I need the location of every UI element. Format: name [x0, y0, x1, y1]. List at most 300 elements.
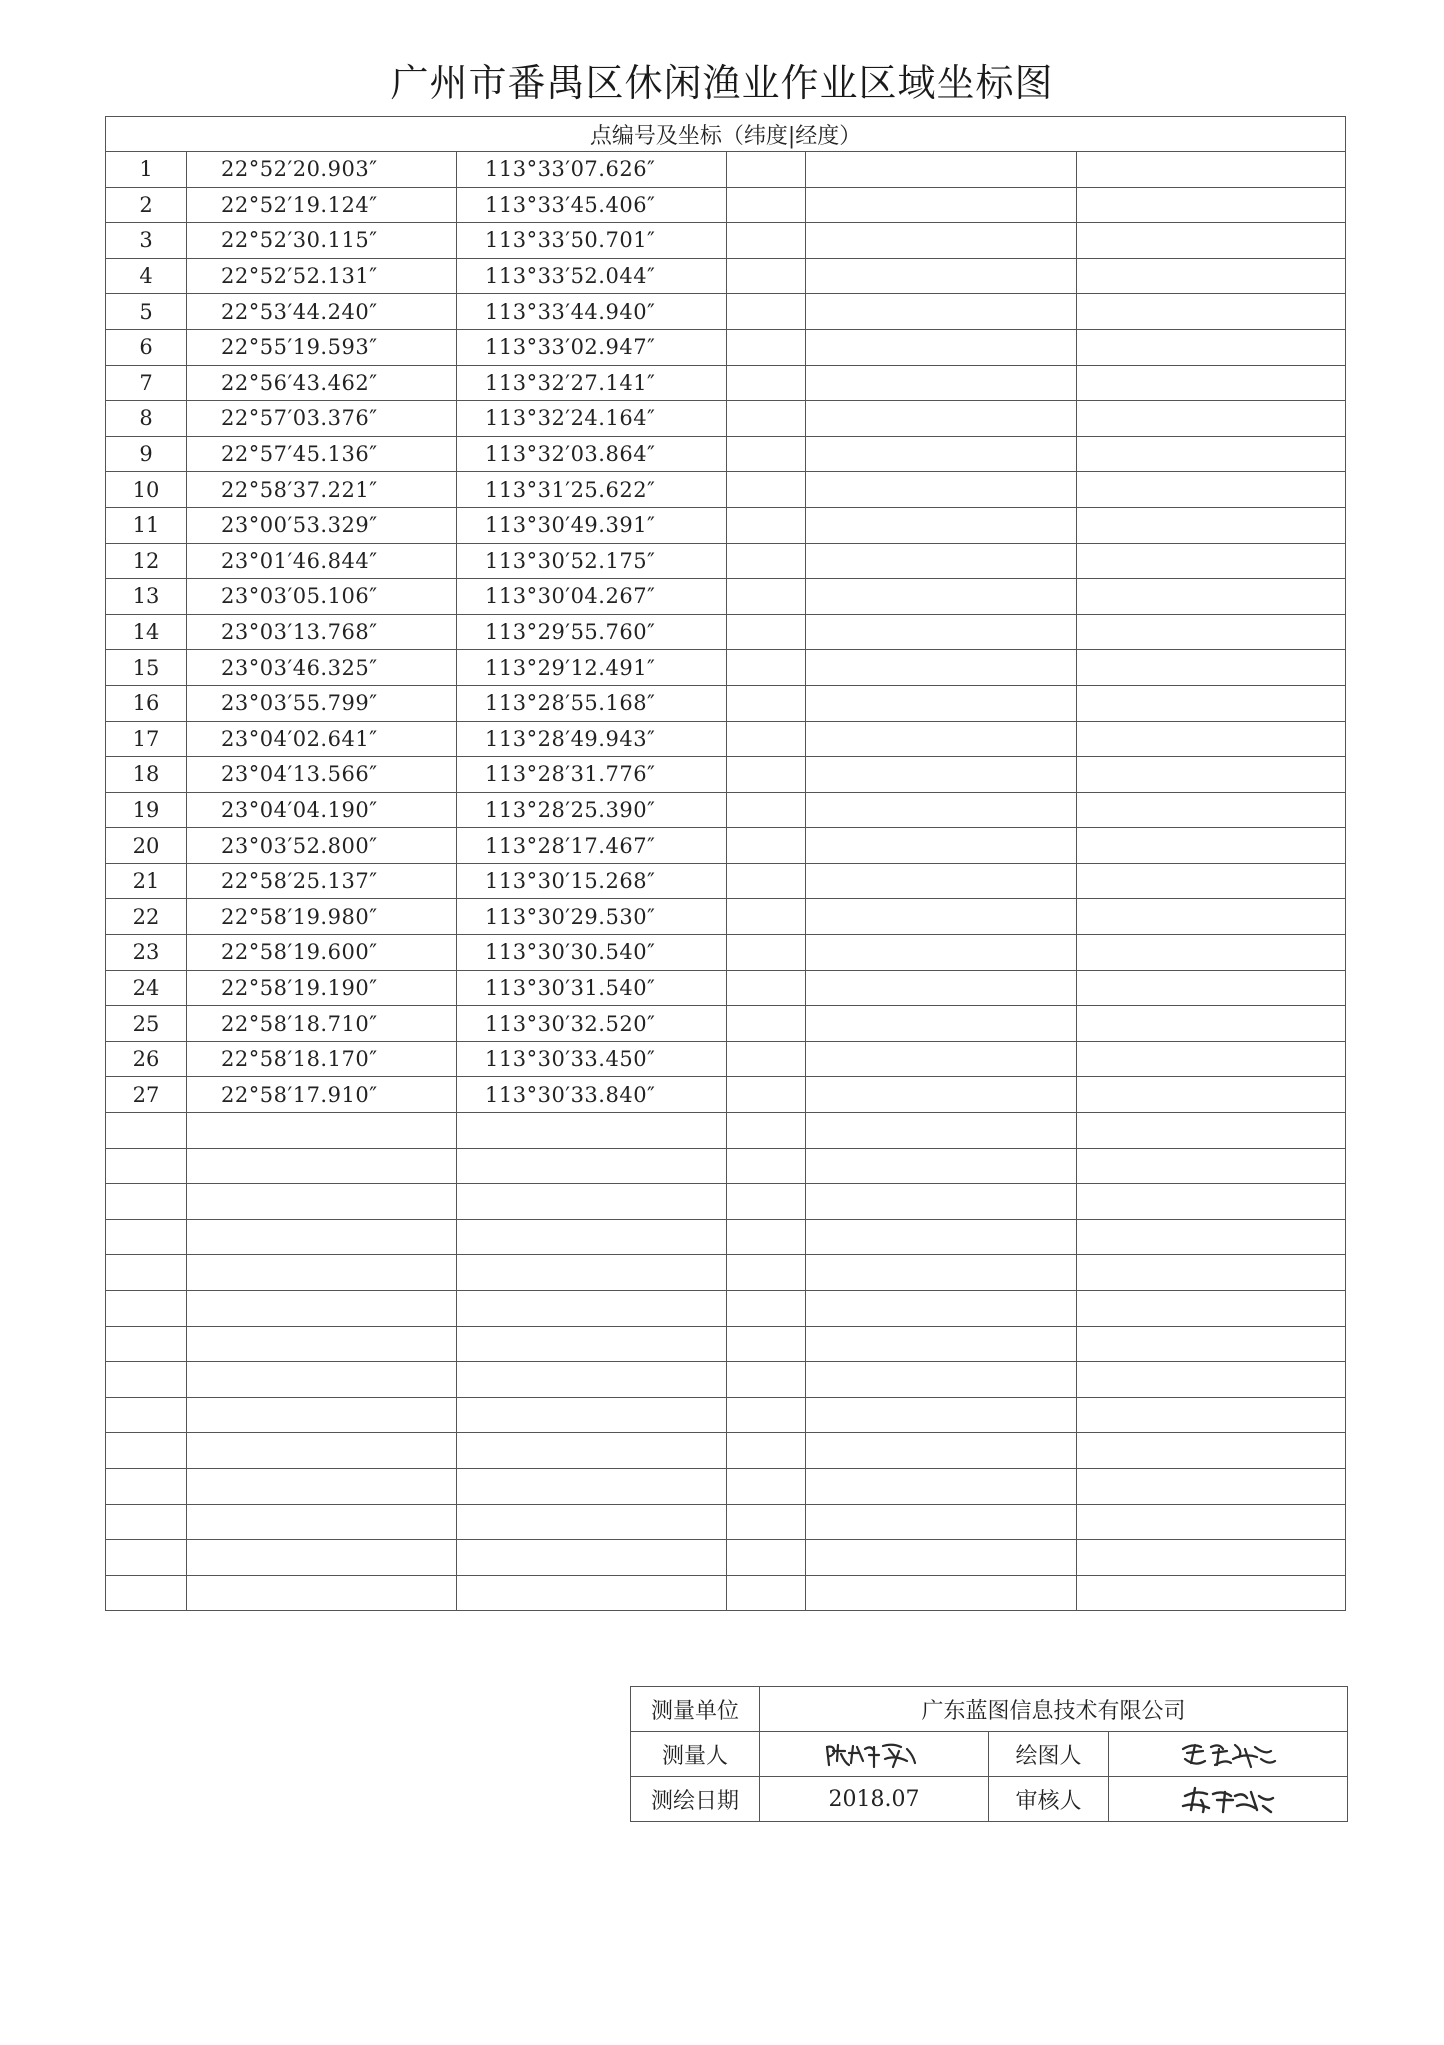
point-number: 12 — [106, 543, 187, 579]
latitude-cell: 22°58′18.710″ — [187, 1006, 457, 1042]
empty-cell — [1077, 970, 1346, 1006]
empty-cell — [1077, 1041, 1346, 1077]
empty-cell — [187, 1468, 457, 1504]
survey-info-table — [630, 1686, 1348, 1822]
latitude-cell: 23°04′04.190″ — [187, 792, 457, 828]
table-row — [106, 579, 1346, 615]
empty-cell — [187, 1540, 457, 1576]
empty-cell — [727, 152, 806, 188]
empty-cell — [727, 685, 806, 721]
empty-cell — [806, 1184, 1077, 1220]
empty-cell — [106, 1362, 187, 1398]
empty-cell — [727, 187, 806, 223]
empty-cell — [106, 1219, 187, 1255]
longitude-cell: 113°33′44.940″ — [457, 294, 727, 330]
table-row — [106, 1041, 1346, 1077]
table-row — [106, 258, 1346, 294]
point-number: 6 — [106, 329, 187, 365]
empty-cell — [187, 1113, 457, 1149]
empty-cell — [1077, 1504, 1346, 1540]
empty-cell — [187, 1504, 457, 1540]
surveyor-signature-image — [819, 1737, 929, 1771]
latitude-cell: 22°58′17.910″ — [187, 1077, 457, 1113]
empty-cell — [727, 1219, 806, 1255]
empty-cell — [727, 828, 806, 864]
latitude-cell: 23°03′05.106″ — [187, 579, 457, 615]
empty-cell — [1077, 863, 1346, 899]
latitude-cell: 22°52′20.903″ — [187, 152, 457, 188]
empty-cell — [1077, 650, 1346, 686]
latitude-cell: 22°57′45.136″ — [187, 436, 457, 472]
empty-cell — [806, 1041, 1077, 1077]
empty-cell — [1077, 223, 1346, 259]
table-row — [106, 792, 1346, 828]
empty-cell — [1077, 1362, 1346, 1398]
drafter-signature-image — [1173, 1737, 1283, 1771]
empty-cell — [457, 1397, 727, 1433]
empty-cell — [806, 187, 1077, 223]
empty-cell — [727, 472, 806, 508]
longitude-cell: 113°33′45.406″ — [457, 187, 727, 223]
empty-cell — [1077, 152, 1346, 188]
empty-cell — [806, 401, 1077, 437]
longitude-cell: 113°33′02.947″ — [457, 329, 727, 365]
latitude-cell: 23°04′13.566″ — [187, 757, 457, 793]
longitude-cell: 113°33′52.044″ — [457, 258, 727, 294]
latitude-cell: 23°03′55.799″ — [187, 685, 457, 721]
empty-table-row — [106, 1575, 1346, 1611]
empty-cell — [806, 650, 1077, 686]
empty-cell — [727, 899, 806, 935]
empty-cell — [106, 1504, 187, 1540]
latitude-cell: 22°58′37.221″ — [187, 472, 457, 508]
info-row-unit — [631, 1687, 1348, 1732]
empty-cell — [457, 1575, 727, 1611]
empty-cell — [727, 863, 806, 899]
longitude-cell: 113°30′15.268″ — [457, 863, 727, 899]
point-number: 9 — [106, 436, 187, 472]
empty-cell — [806, 1113, 1077, 1149]
empty-cell — [106, 1433, 187, 1469]
empty-cell — [1077, 1397, 1346, 1433]
table-row — [106, 507, 1346, 543]
empty-cell — [727, 757, 806, 793]
empty-cell — [727, 1575, 806, 1611]
latitude-cell: 23°01′46.844″ — [187, 543, 457, 579]
empty-cell — [457, 1148, 727, 1184]
empty-cell — [727, 1148, 806, 1184]
empty-cell — [727, 650, 806, 686]
table-row — [106, 935, 1346, 971]
longitude-cell: 113°30′52.175″ — [457, 543, 727, 579]
empty-cell — [457, 1184, 727, 1220]
empty-cell — [1077, 1113, 1346, 1149]
empty-cell — [457, 1504, 727, 1540]
point-number: 18 — [106, 757, 187, 793]
empty-cell — [457, 1468, 727, 1504]
empty-cell — [1077, 614, 1346, 650]
empty-cell — [806, 1077, 1077, 1113]
empty-cell — [806, 685, 1077, 721]
table-row — [106, 685, 1346, 721]
empty-cell — [1077, 1219, 1346, 1255]
empty-cell — [806, 507, 1077, 543]
latitude-cell: 23°03′46.325″ — [187, 650, 457, 686]
latitude-cell: 22°58′18.170″ — [187, 1041, 457, 1077]
point-number: 19 — [106, 792, 187, 828]
empty-cell — [1077, 1006, 1346, 1042]
date-value: 2018.07 — [760, 1777, 989, 1822]
empty-cell — [106, 1540, 187, 1576]
table-row — [106, 828, 1346, 864]
empty-cell — [1077, 294, 1346, 330]
point-number: 8 — [106, 401, 187, 437]
empty-cell — [806, 472, 1077, 508]
point-number: 4 — [106, 258, 187, 294]
empty-cell — [806, 294, 1077, 330]
empty-cell — [1077, 1077, 1346, 1113]
empty-cell — [806, 1291, 1077, 1327]
empty-table-row — [106, 1504, 1346, 1540]
latitude-cell: 23°00′53.329″ — [187, 507, 457, 543]
table-row — [106, 329, 1346, 365]
empty-cell — [457, 1255, 727, 1291]
point-number: 27 — [106, 1077, 187, 1113]
empty-table-row — [106, 1433, 1346, 1469]
point-number: 15 — [106, 650, 187, 686]
empty-cell — [727, 1255, 806, 1291]
empty-cell — [806, 828, 1077, 864]
empty-cell — [806, 1433, 1077, 1469]
table-row — [106, 401, 1346, 437]
empty-cell — [106, 1255, 187, 1291]
empty-table-row — [106, 1540, 1346, 1576]
empty-table-row — [106, 1184, 1346, 1220]
empty-cell — [806, 757, 1077, 793]
empty-cell — [1077, 828, 1346, 864]
empty-cell — [106, 1326, 187, 1362]
empty-cell — [727, 614, 806, 650]
empty-cell — [727, 935, 806, 971]
empty-cell — [806, 970, 1077, 1006]
longitude-cell: 113°30′33.840″ — [457, 1077, 727, 1113]
empty-table-row — [106, 1113, 1346, 1149]
empty-cell — [1077, 1184, 1346, 1220]
empty-cell — [727, 401, 806, 437]
point-number: 25 — [106, 1006, 187, 1042]
point-number: 1 — [106, 152, 187, 188]
longitude-cell: 113°32′03.864″ — [457, 436, 727, 472]
longitude-cell: 113°30′29.530″ — [457, 899, 727, 935]
empty-cell — [727, 507, 806, 543]
empty-cell — [727, 1540, 806, 1576]
empty-cell — [1077, 1291, 1346, 1327]
empty-cell — [806, 436, 1077, 472]
empty-cell — [727, 329, 806, 365]
empty-cell — [727, 436, 806, 472]
empty-cell — [727, 792, 806, 828]
empty-cell — [457, 1113, 727, 1149]
table-row — [106, 543, 1346, 579]
empty-cell — [727, 258, 806, 294]
empty-cell — [1077, 507, 1346, 543]
latitude-cell: 22°55′19.593″ — [187, 329, 457, 365]
empty-cell — [727, 543, 806, 579]
table-row — [106, 152, 1346, 188]
empty-cell — [727, 1433, 806, 1469]
empty-table-row — [106, 1326, 1346, 1362]
longitude-cell: 113°29′12.491″ — [457, 650, 727, 686]
empty-cell — [1077, 1148, 1346, 1184]
table-body — [106, 152, 1346, 1611]
empty-cell — [727, 721, 806, 757]
table-row — [106, 294, 1346, 330]
empty-cell — [806, 1255, 1077, 1291]
empty-cell — [106, 1113, 187, 1149]
empty-cell — [806, 329, 1077, 365]
empty-cell — [727, 970, 806, 1006]
empty-cell — [106, 1575, 187, 1611]
table-row — [106, 223, 1346, 259]
empty-cell — [106, 1184, 187, 1220]
table-row — [106, 650, 1346, 686]
longitude-cell: 113°33′07.626″ — [457, 152, 727, 188]
empty-cell — [806, 1219, 1077, 1255]
empty-cell — [457, 1540, 727, 1576]
empty-cell — [1077, 258, 1346, 294]
page-title: 广州市番禺区休闲渔业作业区域坐标图 — [390, 61, 1054, 105]
table-row — [106, 757, 1346, 793]
empty-table-row — [106, 1148, 1346, 1184]
drafter-label: 绘图人 — [989, 1732, 1109, 1777]
empty-cell — [727, 1504, 806, 1540]
table-row — [106, 614, 1346, 650]
reviewer-signature — [1109, 1777, 1348, 1822]
latitude-cell: 22°58′19.600″ — [187, 935, 457, 971]
table-header-row — [106, 117, 1346, 152]
table-row — [106, 970, 1346, 1006]
reviewer-label: 审核人 — [989, 1777, 1109, 1822]
empty-cell — [1077, 721, 1346, 757]
point-number: 3 — [106, 223, 187, 259]
empty-cell — [187, 1148, 457, 1184]
empty-cell — [1077, 935, 1346, 971]
empty-cell — [187, 1362, 457, 1398]
table-row — [106, 1006, 1346, 1042]
longitude-cell: 113°30′33.450″ — [457, 1041, 727, 1077]
empty-cell — [1077, 899, 1346, 935]
empty-cell — [727, 1397, 806, 1433]
empty-cell — [727, 1077, 806, 1113]
longitude-cell: 113°28′25.390″ — [457, 792, 727, 828]
point-number: 17 — [106, 721, 187, 757]
empty-cell — [187, 1291, 457, 1327]
latitude-cell: 22°58′19.190″ — [187, 970, 457, 1006]
empty-cell — [727, 1468, 806, 1504]
empty-cell — [727, 1326, 806, 1362]
latitude-cell: 23°03′52.800″ — [187, 828, 457, 864]
table-header: 点编号及坐标（纬度|经度） — [106, 117, 1346, 152]
latitude-cell: 23°04′02.641″ — [187, 721, 457, 757]
empty-cell — [806, 1540, 1077, 1576]
empty-cell — [1077, 1433, 1346, 1469]
point-number: 22 — [106, 899, 187, 935]
longitude-cell: 113°30′31.540″ — [457, 970, 727, 1006]
longitude-cell: 113°29′55.760″ — [457, 614, 727, 650]
empty-cell — [806, 1006, 1077, 1042]
table-row — [106, 436, 1346, 472]
empty-cell — [187, 1433, 457, 1469]
empty-cell — [727, 1113, 806, 1149]
longitude-cell: 113°30′30.540″ — [457, 935, 727, 971]
longitude-cell: 113°32′24.164″ — [457, 401, 727, 437]
empty-cell — [457, 1433, 727, 1469]
empty-cell — [1077, 436, 1346, 472]
empty-cell — [187, 1397, 457, 1433]
empty-table-row — [106, 1397, 1346, 1433]
empty-cell — [806, 258, 1077, 294]
longitude-cell: 113°32′27.141″ — [457, 365, 727, 401]
longitude-cell: 113°30′49.391″ — [457, 507, 727, 543]
empty-cell — [806, 1397, 1077, 1433]
empty-cell — [187, 1255, 457, 1291]
empty-cell — [106, 1291, 187, 1327]
empty-cell — [1077, 543, 1346, 579]
empty-cell — [106, 1397, 187, 1433]
longitude-cell: 113°33′50.701″ — [457, 223, 727, 259]
point-number: 21 — [106, 863, 187, 899]
longitude-cell: 113°31′25.622″ — [457, 472, 727, 508]
latitude-cell: 23°03′13.768″ — [187, 614, 457, 650]
empty-cell — [1077, 685, 1346, 721]
info-row-people — [631, 1732, 1348, 1777]
empty-cell — [806, 579, 1077, 615]
latitude-cell: 22°53′44.240″ — [187, 294, 457, 330]
empty-cell — [1077, 757, 1346, 793]
empty-table-row — [106, 1219, 1346, 1255]
empty-cell — [727, 1291, 806, 1327]
point-number: 13 — [106, 579, 187, 615]
table-row — [106, 899, 1346, 935]
empty-cell — [1077, 1540, 1346, 1576]
latitude-cell: 22°58′19.980″ — [187, 899, 457, 935]
empty-cell — [1077, 329, 1346, 365]
empty-cell — [457, 1326, 727, 1362]
unit-value: 广东蓝图信息技术有限公司 — [760, 1687, 1348, 1732]
empty-cell — [806, 935, 1077, 971]
empty-cell — [806, 1148, 1077, 1184]
empty-cell — [457, 1291, 727, 1327]
point-number: 5 — [106, 294, 187, 330]
empty-cell — [806, 365, 1077, 401]
longitude-cell: 113°28′49.943″ — [457, 721, 727, 757]
empty-cell — [1077, 1575, 1346, 1611]
table-row — [106, 721, 1346, 757]
latitude-cell: 22°52′52.131″ — [187, 258, 457, 294]
table-row — [106, 472, 1346, 508]
latitude-cell: 22°52′30.115″ — [187, 223, 457, 259]
empty-cell — [806, 543, 1077, 579]
latitude-cell: 22°52′19.124″ — [187, 187, 457, 223]
point-number: 26 — [106, 1041, 187, 1077]
empty-cell — [806, 721, 1077, 757]
table-row — [106, 365, 1346, 401]
empty-cell — [1077, 365, 1346, 401]
latitude-cell: 22°57′03.376″ — [187, 401, 457, 437]
empty-cell — [727, 1362, 806, 1398]
longitude-cell: 113°28′17.467″ — [457, 828, 727, 864]
empty-cell — [187, 1326, 457, 1362]
empty-cell — [187, 1575, 457, 1611]
surveyor-signature — [760, 1732, 989, 1777]
empty-cell — [806, 223, 1077, 259]
empty-cell — [727, 579, 806, 615]
point-number: 7 — [106, 365, 187, 401]
longitude-cell: 113°28′55.168″ — [457, 685, 727, 721]
empty-cell — [806, 1468, 1077, 1504]
empty-cell — [1077, 472, 1346, 508]
empty-cell — [106, 1468, 187, 1504]
empty-cell — [1077, 1255, 1346, 1291]
point-number: 14 — [106, 614, 187, 650]
empty-cell — [806, 1362, 1077, 1398]
empty-cell — [1077, 792, 1346, 828]
table-row — [106, 1077, 1346, 1113]
point-number: 16 — [106, 685, 187, 721]
coordinate-table — [105, 116, 1346, 1611]
empty-cell — [457, 1362, 727, 1398]
point-number: 10 — [106, 472, 187, 508]
longitude-cell: 113°28′31.776″ — [457, 757, 727, 793]
longitude-cell: 113°30′32.520″ — [457, 1006, 727, 1042]
empty-table-row — [106, 1468, 1346, 1504]
empty-cell — [1077, 1468, 1346, 1504]
empty-cell — [187, 1219, 457, 1255]
point-number: 20 — [106, 828, 187, 864]
latitude-cell: 22°58′25.137″ — [187, 863, 457, 899]
empty-cell — [727, 365, 806, 401]
empty-cell — [727, 1184, 806, 1220]
point-number: 2 — [106, 187, 187, 223]
empty-table-row — [106, 1255, 1346, 1291]
table-row — [106, 863, 1346, 899]
empty-table-row — [106, 1362, 1346, 1398]
empty-cell — [806, 863, 1077, 899]
empty-cell — [806, 1326, 1077, 1362]
empty-cell — [1077, 1326, 1346, 1362]
empty-cell — [806, 1575, 1077, 1611]
point-number: 24 — [106, 970, 187, 1006]
drafter-signature — [1109, 1732, 1348, 1777]
empty-cell — [727, 1006, 806, 1042]
empty-table-row — [106, 1291, 1346, 1327]
empty-cell — [806, 152, 1077, 188]
date-label: 测绘日期 — [631, 1777, 760, 1822]
point-number: 23 — [106, 935, 187, 971]
unit-label: 测量单位 — [631, 1687, 760, 1732]
empty-cell — [727, 294, 806, 330]
empty-cell — [806, 1504, 1077, 1540]
longitude-cell: 113°30′04.267″ — [457, 579, 727, 615]
point-number: 11 — [106, 507, 187, 543]
empty-cell — [1077, 401, 1346, 437]
empty-cell — [806, 792, 1077, 828]
empty-cell — [806, 614, 1077, 650]
empty-cell — [457, 1219, 727, 1255]
empty-cell — [727, 1041, 806, 1077]
empty-cell — [187, 1184, 457, 1220]
empty-cell — [727, 223, 806, 259]
